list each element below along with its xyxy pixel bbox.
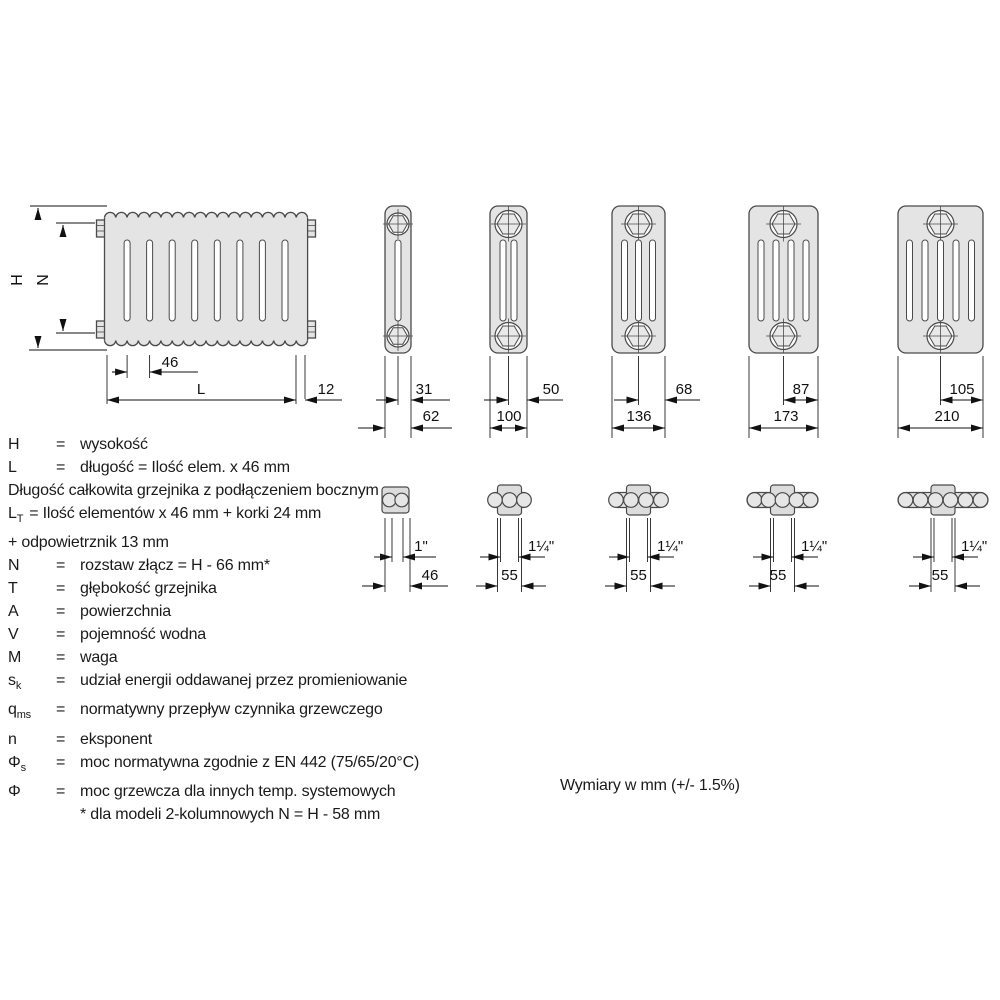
- radiator-top-scallops: [105, 212, 308, 218]
- dim-label-thread: 1¼": [801, 538, 828, 555]
- top-view-4col: [605, 485, 683, 592]
- dim-label-thread: 1¼": [657, 538, 684, 555]
- legend-text: moc normatywna zgodnie z EN 442 (75/65/20°C): [80, 753, 420, 771]
- legend-text: głębokość grzejnika: [80, 580, 217, 598]
- legend-text: długość = Ilość elem. x 46 mm: [80, 459, 290, 476]
- cross-section-6col: [898, 206, 983, 438]
- dim-label-spacing-N: N: [35, 274, 52, 286]
- dim-label-connection-pitch: 46: [421, 567, 439, 584]
- legend-row-L: L = długość = Ilość elem. x 46 mm: [8, 456, 508, 479]
- legend-footnote: * dla modeli 2-kolumnowych N = H - 58 mm: [80, 805, 381, 823]
- dim-label-half-depth: 50: [542, 381, 560, 398]
- legend-symbol: M: [8, 649, 22, 667]
- dim-label-half-depth: 68: [675, 381, 693, 398]
- legend-symbol: A: [8, 603, 19, 621]
- dim-label-half-depth: 31: [415, 381, 433, 398]
- top-view-5col: [747, 485, 827, 592]
- legend-text: pojemność wodna: [80, 626, 206, 644]
- cross-section-3col: [484, 206, 563, 438]
- legend-text: waga: [80, 649, 118, 667]
- dim-label-connection-pitch: 55: [931, 567, 949, 584]
- dim-label-half-depth: 105: [949, 381, 975, 398]
- front-view-radiator: [9, 206, 342, 404]
- dim-label-depth: 210: [934, 408, 960, 425]
- radiator-bottom-scallops: [105, 340, 308, 346]
- legend-text: wysokość: [80, 436, 148, 453]
- legend-symbol: V: [8, 626, 19, 644]
- legend-symbol: $q_{ms}$: [8, 701, 31, 722]
- legend-row-V: V = pojemność wodna: [8, 623, 508, 646]
- dim-label-length-L: L: [196, 381, 206, 398]
- legend-row-N: N = rozstaw złącz = H - 66 mm*: [8, 554, 508, 577]
- dim-label-depth: 62: [422, 408, 440, 425]
- legend-symbol: H: [8, 436, 20, 453]
- legend-symbol: $s_k$: [8, 672, 22, 693]
- dim-label-end-extension: 12: [317, 381, 335, 398]
- dimensions-tolerance-note: Wymiary w mm (+/- 1.5%): [560, 777, 740, 794]
- dim-label-thread: 1¼": [528, 538, 555, 555]
- dim-label-connection-pitch: 55: [630, 567, 647, 584]
- legend-symbol: Φ: [8, 782, 21, 800]
- legend: [8, 433, 508, 826]
- legend-row-total-length-title: Długość całkowita grzejnika z podłączeniem bocznym: [8, 482, 379, 499]
- legend-text: moc grzewcza dla innych temp. systemowych: [80, 782, 396, 800]
- legend-symbol: L: [8, 459, 17, 476]
- dim-label-thread: 1¼": [961, 538, 988, 555]
- legend-text: normatywny przepływ czynnika grzewczego: [80, 701, 383, 719]
- dim-label-connection-pitch: 55: [769, 567, 787, 584]
- dim-label-element-pitch: 46: [161, 354, 179, 371]
- dim-label-half-depth: 87: [792, 381, 810, 398]
- legend-text: udział energii oddawanej przez promieniowanie: [80, 672, 408, 690]
- legend-row-phi: Φ = moc grzewcza dla innych temp. systemowych: [8, 780, 508, 803]
- legend-symbol: $\Phi_s$: [8, 753, 26, 774]
- radiator-body: [105, 218, 308, 341]
- legend-row-LT: $L_T$ = Ilość elementów x 46 mm + korki 24 mm: [8, 505, 322, 526]
- legend-text: rozstaw złącz = H - 66 mm*: [80, 557, 270, 575]
- cross-section-5col: [749, 206, 818, 438]
- dim-label-depth: 100: [496, 408, 522, 425]
- dim-label-thread: 1": [414, 538, 428, 555]
- legend-row-n: n = eksponent: [8, 728, 508, 751]
- legend-symbol: N: [8, 557, 20, 575]
- legend-symbol: n: [8, 730, 17, 748]
- legend-symbol: T: [8, 580, 18, 598]
- cross-section-2col: [358, 206, 452, 438]
- dim-label-depth: 173: [773, 408, 799, 425]
- legend-row-H: H = wysokość: [8, 433, 508, 456]
- legend-text: = Ilość elementów x 46 mm + korki 24 mm: [29, 505, 322, 522]
- dim-label-depth: 136: [626, 408, 652, 425]
- legend-text: powierzchnia: [80, 603, 171, 621]
- legend-row-qms: $q_{ms}$ = normatywny przepływ czynnika grzewczego: [8, 698, 508, 727]
- legend-symbol: L: [8, 505, 17, 522]
- dim-label-connection-pitch: 55: [501, 567, 518, 584]
- legend-row-T: T = głębokość grzejnika: [8, 577, 508, 600]
- cross-section-4col: [612, 206, 700, 438]
- legend-row-A: A = powierzchnia: [8, 600, 508, 623]
- dim-label-height-H: H: [9, 274, 26, 286]
- legend-row-M: M = waga: [8, 646, 508, 669]
- legend-row-air-vent: + odpowietrznik 13 mm: [8, 534, 169, 552]
- top-view-6col: [898, 485, 988, 592]
- legend-row-phi-s: $\Phi_s$ = moc normatywna zgodnie z EN 442 (75/65/20°C): [8, 751, 508, 780]
- legend-text: eksponent: [80, 730, 153, 748]
- legend-row-sk: $s_k$ = udział energii oddawanej przez promieniowanie: [8, 669, 508, 698]
